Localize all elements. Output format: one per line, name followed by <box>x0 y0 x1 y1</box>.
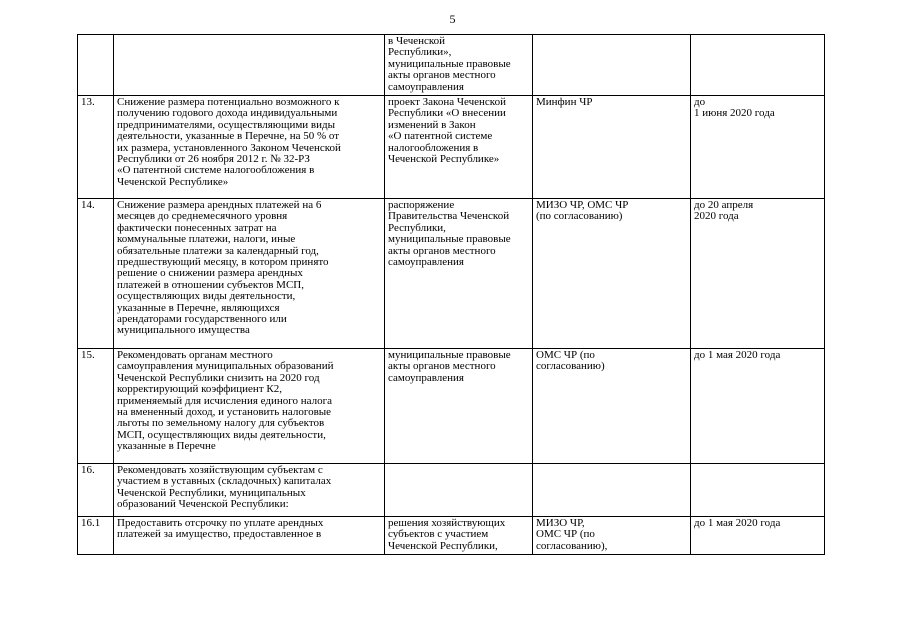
measure-cell: Рекомендовать органам местного самоуправления муниципальных образований Чеченской Республики снизить на 2020 год корректирующий коэффициент К2, применяемый для исчисления единого налога на вмененный доход, и установить налоговые льготы по земельному налогу для субъектов МСП, осуществляющих виды деятельности, указанные в Перечне <box>114 349 385 464</box>
executor-cell: МИЗО ЧР, ОМС ЧР (по согласованию), <box>533 517 691 555</box>
deadline-cell <box>691 35 825 96</box>
table-row <box>78 35 825 96</box>
executor-cell: ОМС ЧР (по согласованию) <box>533 349 691 464</box>
executor-cell: Минфин ЧР <box>533 96 691 199</box>
measure-cell: Снижение размера потенциально возможного к получению годового дохода индивидуальными предпринимателями, осуществляющими виды деятельности, указанные в Перечне, на 50 % от их размера, установленного Законом Чеченской Республики от 26 ноября 2012 г. № 32-РЗ «О патентной системе налогообложения в Чеченской Республике» <box>114 96 385 199</box>
table-row <box>78 517 825 555</box>
document-cell <box>385 464 533 517</box>
table-row <box>78 96 825 199</box>
row-number: 16. <box>78 464 114 517</box>
document-cell: решения хозяйствующих субъектов с участием Чеченской Республики, <box>385 517 533 555</box>
row-number: 14. <box>78 199 114 349</box>
deadline-cell <box>691 464 825 517</box>
executor-cell <box>533 464 691 517</box>
table-row <box>78 199 825 349</box>
measure-cell: Снижение размера арендных платежей на 6 месяцев до среднемесячного уровня фактически понесенных затрат на коммунальные платежи, налоги, иные обязательные платежи за календарный год, предшествующий месяцу, в котором принято решение о снижении размера арендных платежей в отношении субъектов МСП, осуществляющих виды деятельности, указанные в Перечне, являющихся арендаторами государственного или муниципального имущества <box>114 199 385 349</box>
deadline-cell: до 20 апреля 2020 года <box>691 199 825 349</box>
row-number: 13. <box>78 96 114 199</box>
executor-cell: МИЗО ЧР, ОМС ЧР (по согласованию) <box>533 199 691 349</box>
row-number: 15. <box>78 349 114 464</box>
row-number: 16.1 <box>78 517 114 555</box>
measure-cell: Рекомендовать хозяйствующим субъектам с участием в уставных (складочных) капиталах Чеченской Республики, муниципальных образований Чеченской Республики: <box>114 464 385 517</box>
measure-cell <box>114 35 385 96</box>
document-cell: проект Закона Чеченской Республики «О внесении изменений в Закон «О патентной системе налогообложения в Чеченской Республике» <box>385 96 533 199</box>
document-cell: в Чеченской Республики», муниципальные правовые акты органов местного самоуправления <box>385 35 533 96</box>
deadline-cell: до 1 мая 2020 года <box>691 517 825 555</box>
document-cell: распоряжение Правительства Чеченской Республики, муниципальные правовые акты органов местного самоуправления <box>385 199 533 349</box>
table-row <box>78 349 825 464</box>
measure-cell: Предоставить отсрочку по уплате арендных платежей за имущество, предоставленное в <box>114 517 385 555</box>
deadline-cell: до 1 июня 2020 года <box>691 96 825 199</box>
deadline-cell: до 1 мая 2020 года <box>691 349 825 464</box>
row-number <box>78 35 114 96</box>
measures-table <box>77 34 825 555</box>
page-number: 5 <box>449 12 456 26</box>
document-cell: муниципальные правовые акты органов местного самоуправления <box>385 349 533 464</box>
table-row <box>78 464 825 517</box>
executor-cell <box>533 35 691 96</box>
